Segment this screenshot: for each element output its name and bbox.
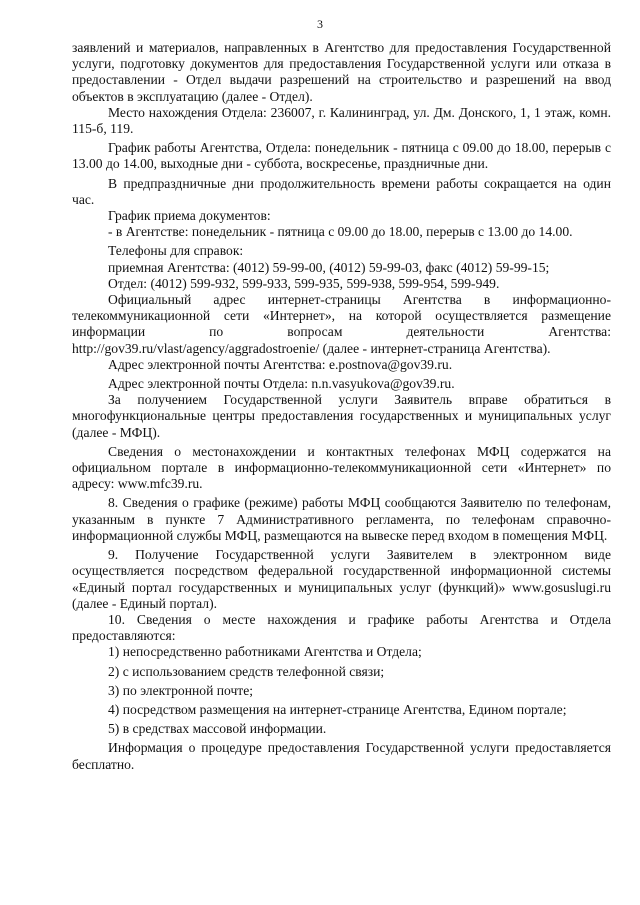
paragraph-department-location: Место нахождения Отдела: 236007, г. Калининград, ул. Дм. Донского, 1, 1 этаж, комн. 115-б, 119. xyxy=(72,104,611,137)
paragraph-reception-schedule: - в Агентстве: понедельник - пятница с 09.00 до 18.00, перерыв с 13.00 до 14.00. xyxy=(108,224,573,240)
paragraph-work-schedule: График работы Агентства, Отдела: понедельник - пятница с 09.00 до 18.00, перерыв с 13.00 до 14.00, выходные дни - суббота, воскресенье, праздничные дни. xyxy=(72,140,611,172)
list-item-5: 5) в средствах массовой информации. xyxy=(108,721,327,737)
list-item-2: 2) с использованием средств телефонной связи; xyxy=(108,663,385,679)
paragraph-website: Официальный адрес интернет-страницы Агентства в информационно-телекоммуникационной сети «Интернет», на которой осуществляется размещение информации по вопросам деятельности Агентства: http://gov39.ru/vlast/agency/aggradostroenie/ (далее - интернет-страница Агентства). xyxy=(72,292,611,356)
paragraph-item-10: 10. Сведения о месте нахождения и графике работы Агентства и Отдела предоставляются: xyxy=(72,611,611,644)
page-number: 3 xyxy=(317,17,323,31)
list-item-3: 3) по электронной почте; xyxy=(108,682,254,698)
paragraph-phones-heading: Телефоны для справок: xyxy=(108,243,244,259)
paragraph-mfc: За получением Государственной услуги Заявитель вправе обратиться в многофункциональные центры предоставления государственных и муниципальных услуг (далее - МФЦ). xyxy=(72,392,611,440)
paragraph-free-info: Информация о процедуре предоставления Государственной услуги предоставляется бесплатно. xyxy=(72,740,611,772)
paragraph-item-8: 8. Сведения о графике (режиме) работы МФЦ сообщаются Заявителю по телефонам, указанным в пункте 7 Административного регламента, по телефонам справочно-информационной службы МФЦ, размещаются на вывеске перед входом в помещения МФЦ. xyxy=(72,495,611,543)
list-item-4: 4) посредством размещения на интернет-странице Агентства, Едином портале; xyxy=(108,701,567,717)
paragraph-item-9: 9. Получение Государственной услуги Заявителем в электронном виде осуществляется посредством федеральной государственной информационной системы «Единый портал государственных и муниципальных услуг (функций)» www.gosuslugi.ru (далее - Единый портал). xyxy=(72,547,611,611)
paragraph-mfc-contacts: Сведения о местонахождении и контактных телефонах МФЦ содержатся на официальном портале в информационно-телекоммуникационной сети «Интернет» по адресу: www.mfc39.ru. xyxy=(72,443,611,492)
paragraph-department-phones: Отдел: (4012) 599-932, 599-933, 599-935, 599-938, 599-954, 599-949. xyxy=(108,275,500,291)
paragraph-pre-holiday: В предпраздничные дни продолжительность времени работы сокращается на один час. xyxy=(72,175,611,207)
paragraph-reception-schedule-heading: График приема документов: xyxy=(108,208,271,224)
paragraph-department-email: Адрес электронной почты Отдела: n.n.vasyukova@gov39.ru. xyxy=(108,376,455,392)
paragraph-department-definition: заявлений и материалов, направленных в Агентство для предоставления Государственной услуги, подготовку документов для предоставления Государственной услуги или отказа в предоставлении - Отдел выдачи разрешений на строительство и разрешений на ввод объектов в эксплуатацию (далее - Отдел). xyxy=(72,40,611,104)
paragraph-agency-email: Адрес электронной почты Агентства: e.postnova@gov39.ru. xyxy=(108,356,453,372)
list-item-1: 1) непосредственно работниками Агентства и Отдела; xyxy=(108,644,422,660)
paragraph-agency-phones: приемная Агентства: (4012) 59-99-00, (4012) 59-99-03, факс (4012) 59-99-15; xyxy=(108,259,550,275)
document-body xyxy=(72,40,611,773)
